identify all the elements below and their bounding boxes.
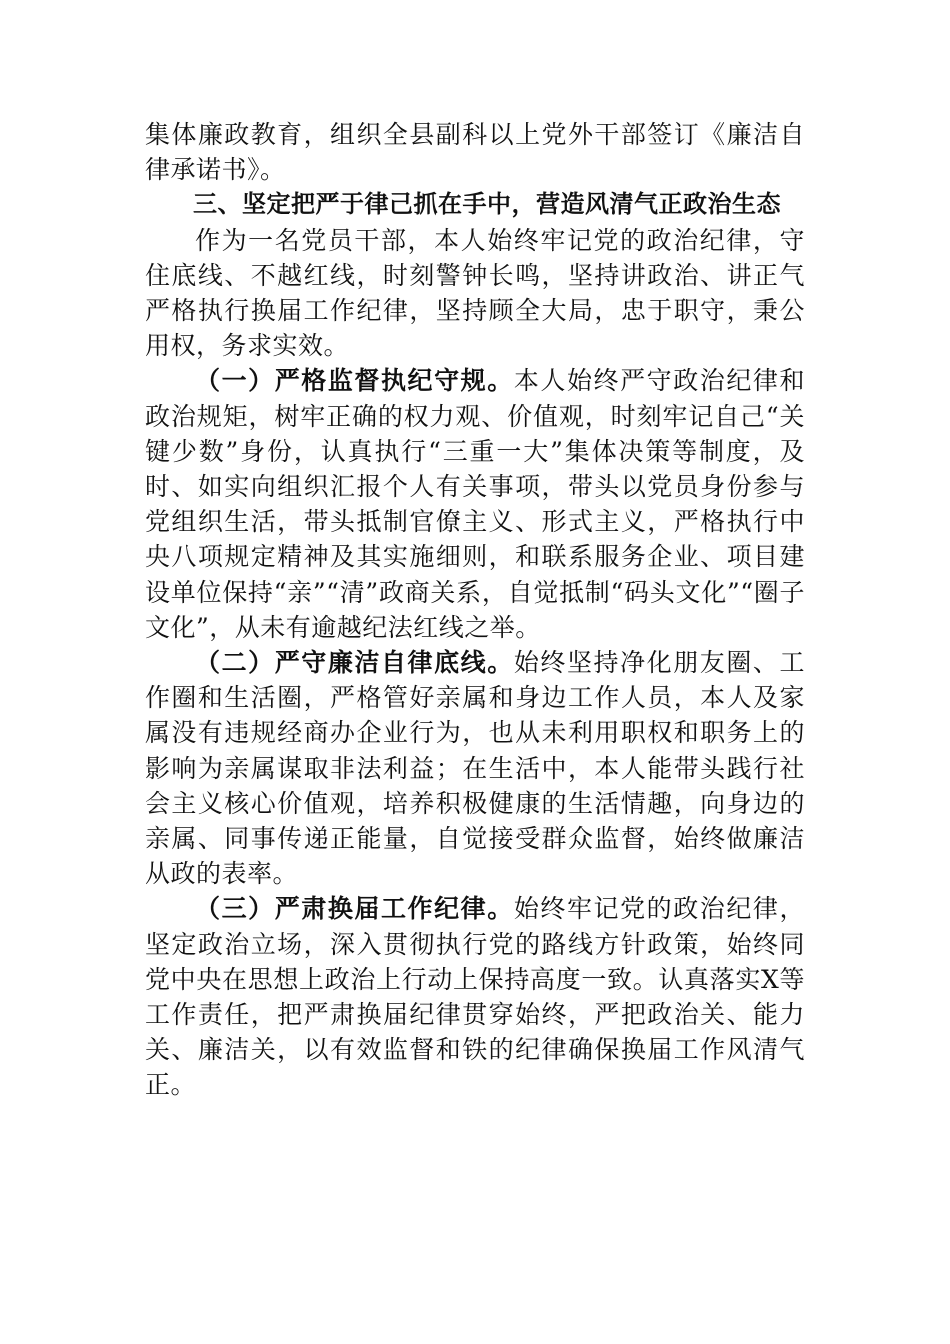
subsection-title-one: （一）严格监督执纪守规。 [195, 366, 514, 396]
subsection-text-three: 始终牢记党的政治纪律，坚定政治立场，深入贯彻执行党的路线方针政策，始终同党中央在思想上政治上行动上保持高度一致。认真落实X等工作责任，把严肃换届纪律贯穿始终，严把政治关、能力关、廉洁关，以有效监督和铁的纪律确保换届工作风清气正。 [145, 894, 805, 1100]
section-heading-three: 三、坚定把严于律己抓在手中，营造风清气正政治生态 [193, 190, 781, 219]
continuation-paragraph: 集体廉政教育，组织全县副科以上党外干部签订《廉洁自律承诺书》。 [145, 120, 805, 185]
subsection-paragraph-two [145, 645, 805, 891]
document-page [145, 117, 805, 1103]
subsection-text-two: 始终坚持净化朋友圈、工作圈和生活圈，严格管好亲属和身边工作人员，本人及家属没有违规经商办企业行为，也从未利用职权和职务上的影响为亲属谋取非法利益；在生活中，本人能带头践行社会主义核心价值观，培养积极健康的生活情趣，向身边的亲属、同事传递正能量，自觉接受群众监督，始终做廉洁从政的表率。 [145, 648, 805, 889]
body-paragraph: 作为一名党员干部，本人始终牢记党的政治纪律，守住底线、不越红线，时刻警钟长鸣，坚持讲政治、讲正气严格执行换届工作纪律，坚持顾全大局，忠于职守，秉公用权，务求实效。 [145, 225, 805, 361]
subsection-paragraph-one [145, 363, 805, 645]
subsection-text-one: 本人始终严守政治纪律和政治规矩，树牢正确的权力观、价值观，时刻牢记自己“关键少数”身份，认真执行“三重一大”集体决策等制度，及时、如实向组织汇报个人有关事项，带头以党员身份参与党组织生活，带头抵制官僚主义、形式主义，严格执行中央八项规定精神及其实施细则，和联系服务企业、项目建设单位保持“亲”“清”政商关系，自觉抵制“码头文化”“圈子文化”，从未有逾越纪法红线之举。 [145, 366, 805, 642]
subsection-title-three: （三）严肃换届工作纪律。 [195, 894, 514, 924]
subsection-title-two: （二）严守廉洁自律底线。 [195, 648, 514, 678]
subsection-paragraph-three [145, 891, 805, 1102]
